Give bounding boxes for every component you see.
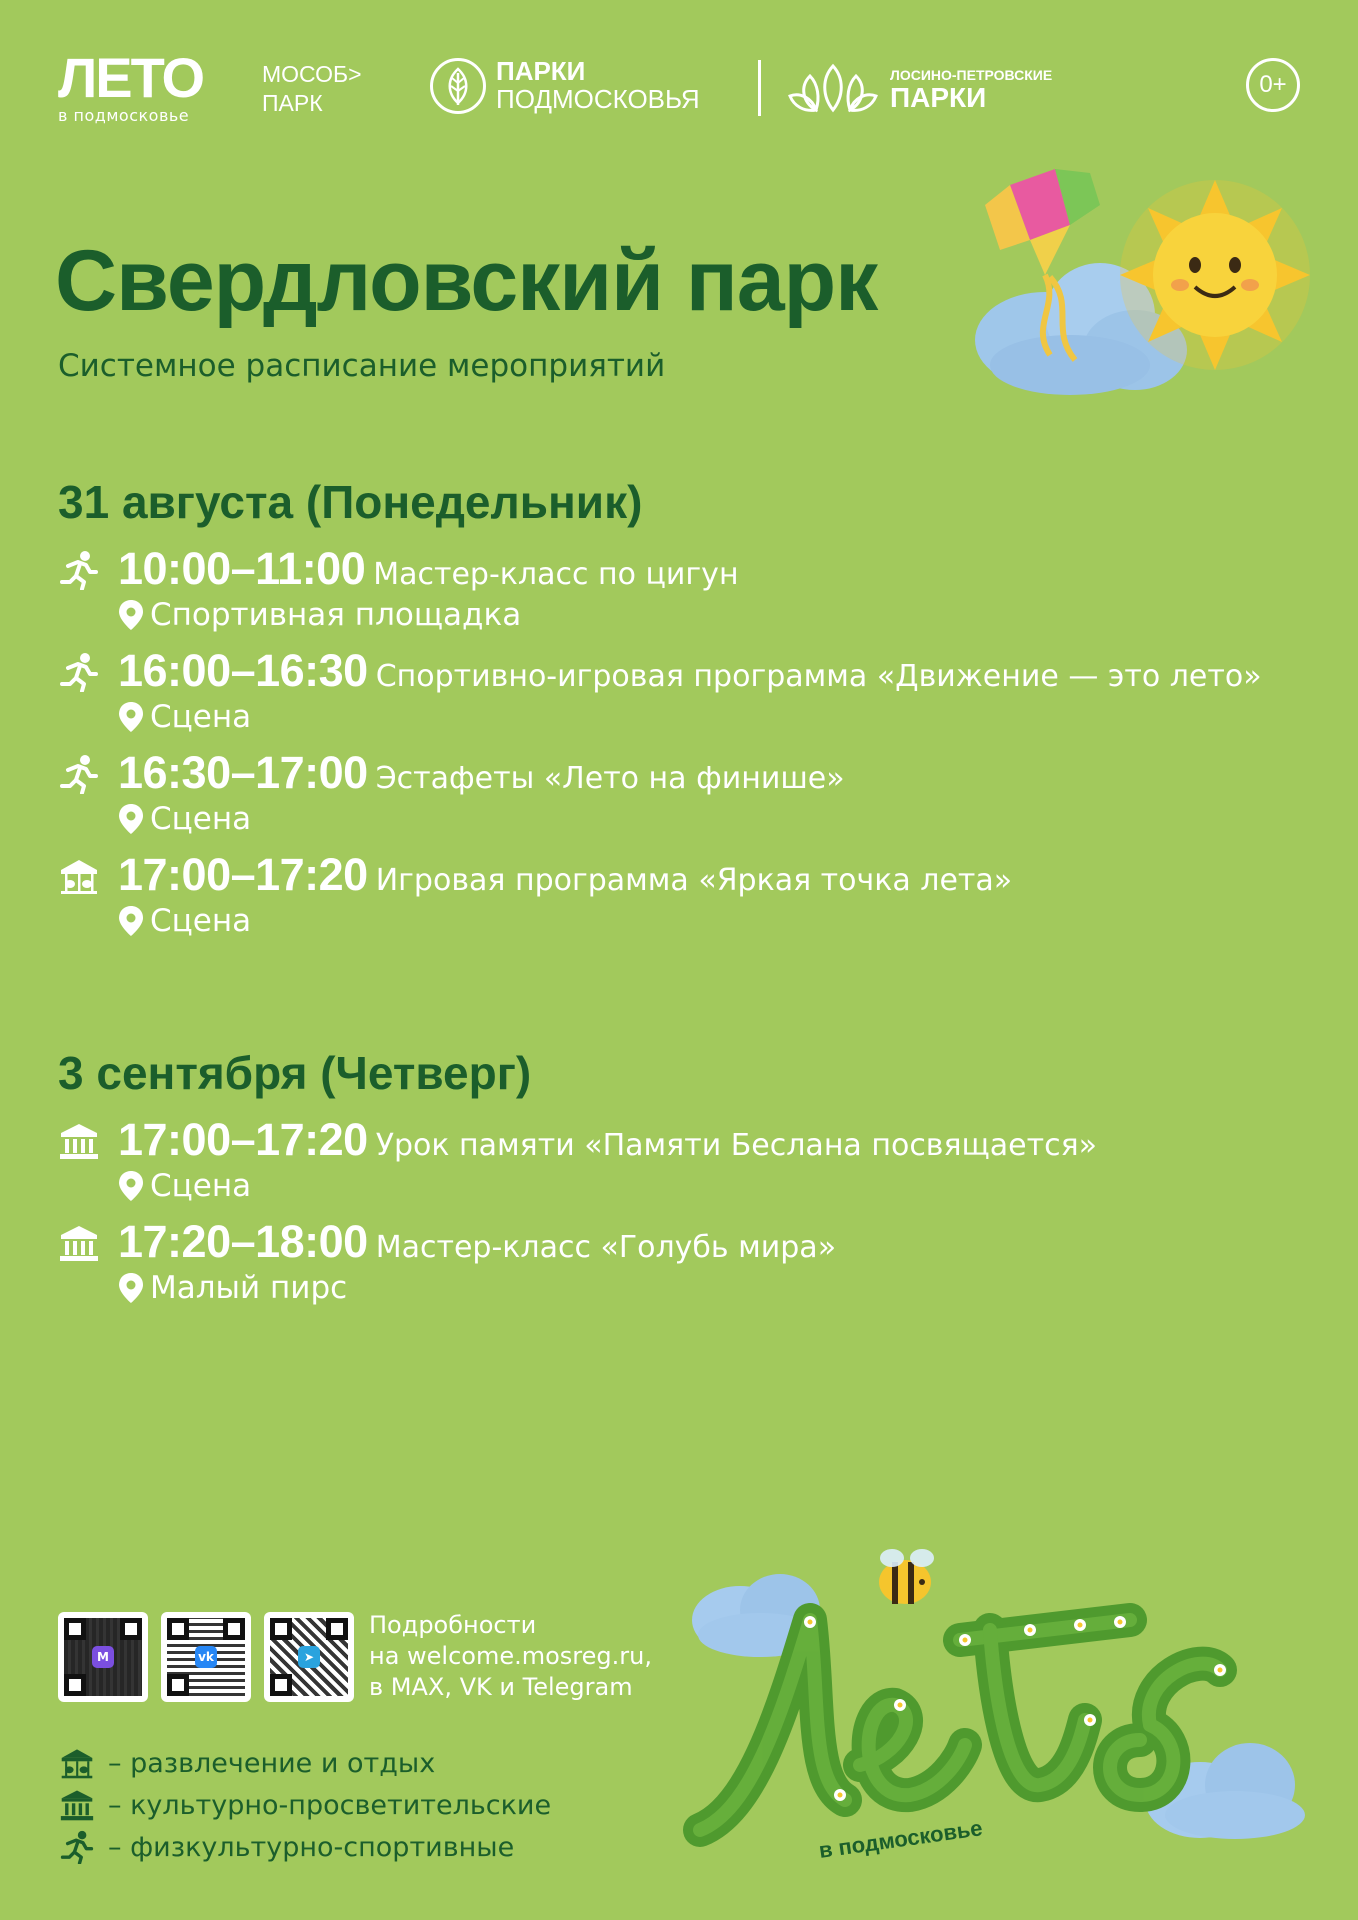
running-icon bbox=[58, 550, 100, 590]
logo-leto-title: ЛЕТО bbox=[58, 46, 204, 109]
logo-parki-line1: ПАРКИ bbox=[496, 56, 586, 86]
event-item bbox=[58, 849, 1262, 939]
event-time: 17:00–17:20 bbox=[118, 849, 368, 900]
bee-icon bbox=[879, 1549, 934, 1604]
event-item bbox=[58, 645, 1262, 735]
event-name: Игровая программа «Яркая точка лета» bbox=[375, 863, 1013, 898]
header-logos bbox=[58, 46, 1300, 125]
event-place: Сцена bbox=[150, 903, 252, 939]
logo-losino-parki bbox=[786, 62, 1052, 118]
event-place: Малый пирс bbox=[150, 1270, 348, 1306]
logo-divider bbox=[758, 60, 761, 116]
day-section-1 bbox=[58, 475, 1262, 951]
logo-parki-podmoskovya bbox=[430, 58, 700, 114]
event-place: Спортивная площадка bbox=[150, 597, 522, 633]
event-time: 17:00–17:20 bbox=[118, 1114, 368, 1165]
logo-losino-line1: ЛОСИНО-ПЕТРОВСКИЕ bbox=[890, 67, 1053, 83]
legend-label: – физкультурно-спортивные bbox=[108, 1831, 515, 1863]
details-info bbox=[369, 1610, 652, 1703]
event-time: 16:00–16:30 bbox=[118, 645, 368, 696]
location-pin-icon bbox=[118, 701, 144, 733]
event-name: Урок памяти «Памяти Беслана посвящается» bbox=[375, 1128, 1098, 1163]
qr-code-telegram[interactable] bbox=[264, 1612, 354, 1702]
event-time: 17:20–18:00 bbox=[118, 1216, 368, 1267]
museum-icon bbox=[58, 1223, 100, 1263]
category-legend bbox=[58, 1742, 551, 1868]
details-line-1: Подробности bbox=[369, 1611, 537, 1639]
location-pin-icon bbox=[118, 905, 144, 937]
logo-mosob-line2: ПАРК bbox=[262, 90, 323, 116]
event-item bbox=[58, 1216, 1097, 1306]
event-name: Мастер-класс по цигун bbox=[373, 557, 739, 592]
legend-item-sport bbox=[58, 1826, 551, 1868]
event-time: 16:30–17:00 bbox=[118, 747, 368, 798]
location-pin-icon bbox=[118, 1170, 144, 1202]
running-icon bbox=[58, 1830, 96, 1864]
day-title: 31 августа (Понедельник) bbox=[58, 476, 643, 528]
day-section-2 bbox=[58, 1046, 1097, 1318]
event-name: Спортивно-игровая программа «Движение — это лето» bbox=[375, 659, 1262, 694]
event-name: Эстафеты «Лето на финише» bbox=[375, 761, 845, 796]
running-icon bbox=[58, 652, 100, 692]
location-pin-icon bbox=[118, 599, 144, 631]
leaf-icon bbox=[430, 58, 486, 114]
age-rating-badge: 0+ bbox=[1246, 58, 1300, 112]
carousel-icon bbox=[58, 856, 100, 896]
event-place: Сцена bbox=[150, 801, 252, 837]
leto-grass-illustration bbox=[660, 1540, 1320, 1870]
event-place: Сцена bbox=[150, 699, 252, 735]
qr-code-max[interactable] bbox=[58, 1612, 148, 1702]
location-pin-icon bbox=[118, 803, 144, 835]
logo-leto bbox=[58, 46, 204, 125]
day-title: 3 сентября (Четверг) bbox=[58, 1047, 532, 1099]
museum-icon bbox=[58, 1121, 100, 1161]
legend-item-entertainment bbox=[58, 1742, 551, 1784]
location-pin-icon bbox=[118, 1272, 144, 1304]
event-item bbox=[58, 1114, 1097, 1204]
leaves-icon bbox=[786, 62, 880, 118]
legend-label: – развлечение и отдых bbox=[108, 1747, 436, 1779]
running-icon bbox=[58, 754, 100, 794]
legend-label: – культурно-просветительские bbox=[108, 1789, 552, 1821]
kite-sun-illustration bbox=[950, 165, 1330, 425]
details-line-3: в MAX, VK и Telegram bbox=[369, 1673, 633, 1701]
carousel-icon bbox=[58, 1746, 96, 1780]
qr-code-vk[interactable] bbox=[161, 1612, 251, 1702]
legend-item-cultural bbox=[58, 1784, 551, 1826]
logo-losino-line2: ПАРКИ bbox=[890, 82, 987, 113]
page-title: Свердловский парк bbox=[55, 233, 878, 329]
max-icon: M bbox=[92, 1646, 114, 1668]
sun-icon bbox=[1120, 180, 1310, 370]
vk-icon: vk bbox=[195, 1646, 217, 1668]
event-item bbox=[58, 747, 1262, 837]
logo-parki-line2: ПОДМОСКОВЬЯ bbox=[496, 84, 700, 114]
event-time: 10:00–11:00 bbox=[118, 543, 366, 594]
logo-mosob-line1: МОСОБ> bbox=[262, 61, 362, 87]
logo-leto-subtitle: в подмосковье bbox=[58, 106, 190, 125]
event-place: Сцена bbox=[150, 1168, 252, 1204]
details-line-2: на welcome.mosreg.ru, bbox=[369, 1642, 652, 1670]
event-name: Мастер-класс «Голубь мира» bbox=[375, 1230, 837, 1265]
event-item bbox=[58, 543, 1262, 633]
logo-mosobpark bbox=[262, 60, 362, 118]
qr-codes-row bbox=[58, 1612, 652, 1703]
page-subtitle: Системное расписание мероприятий bbox=[58, 348, 666, 384]
leto-logo-caption: в подмосковье bbox=[817, 1815, 984, 1863]
museum-icon bbox=[58, 1788, 96, 1822]
telegram-icon: ➤ bbox=[298, 1646, 320, 1668]
